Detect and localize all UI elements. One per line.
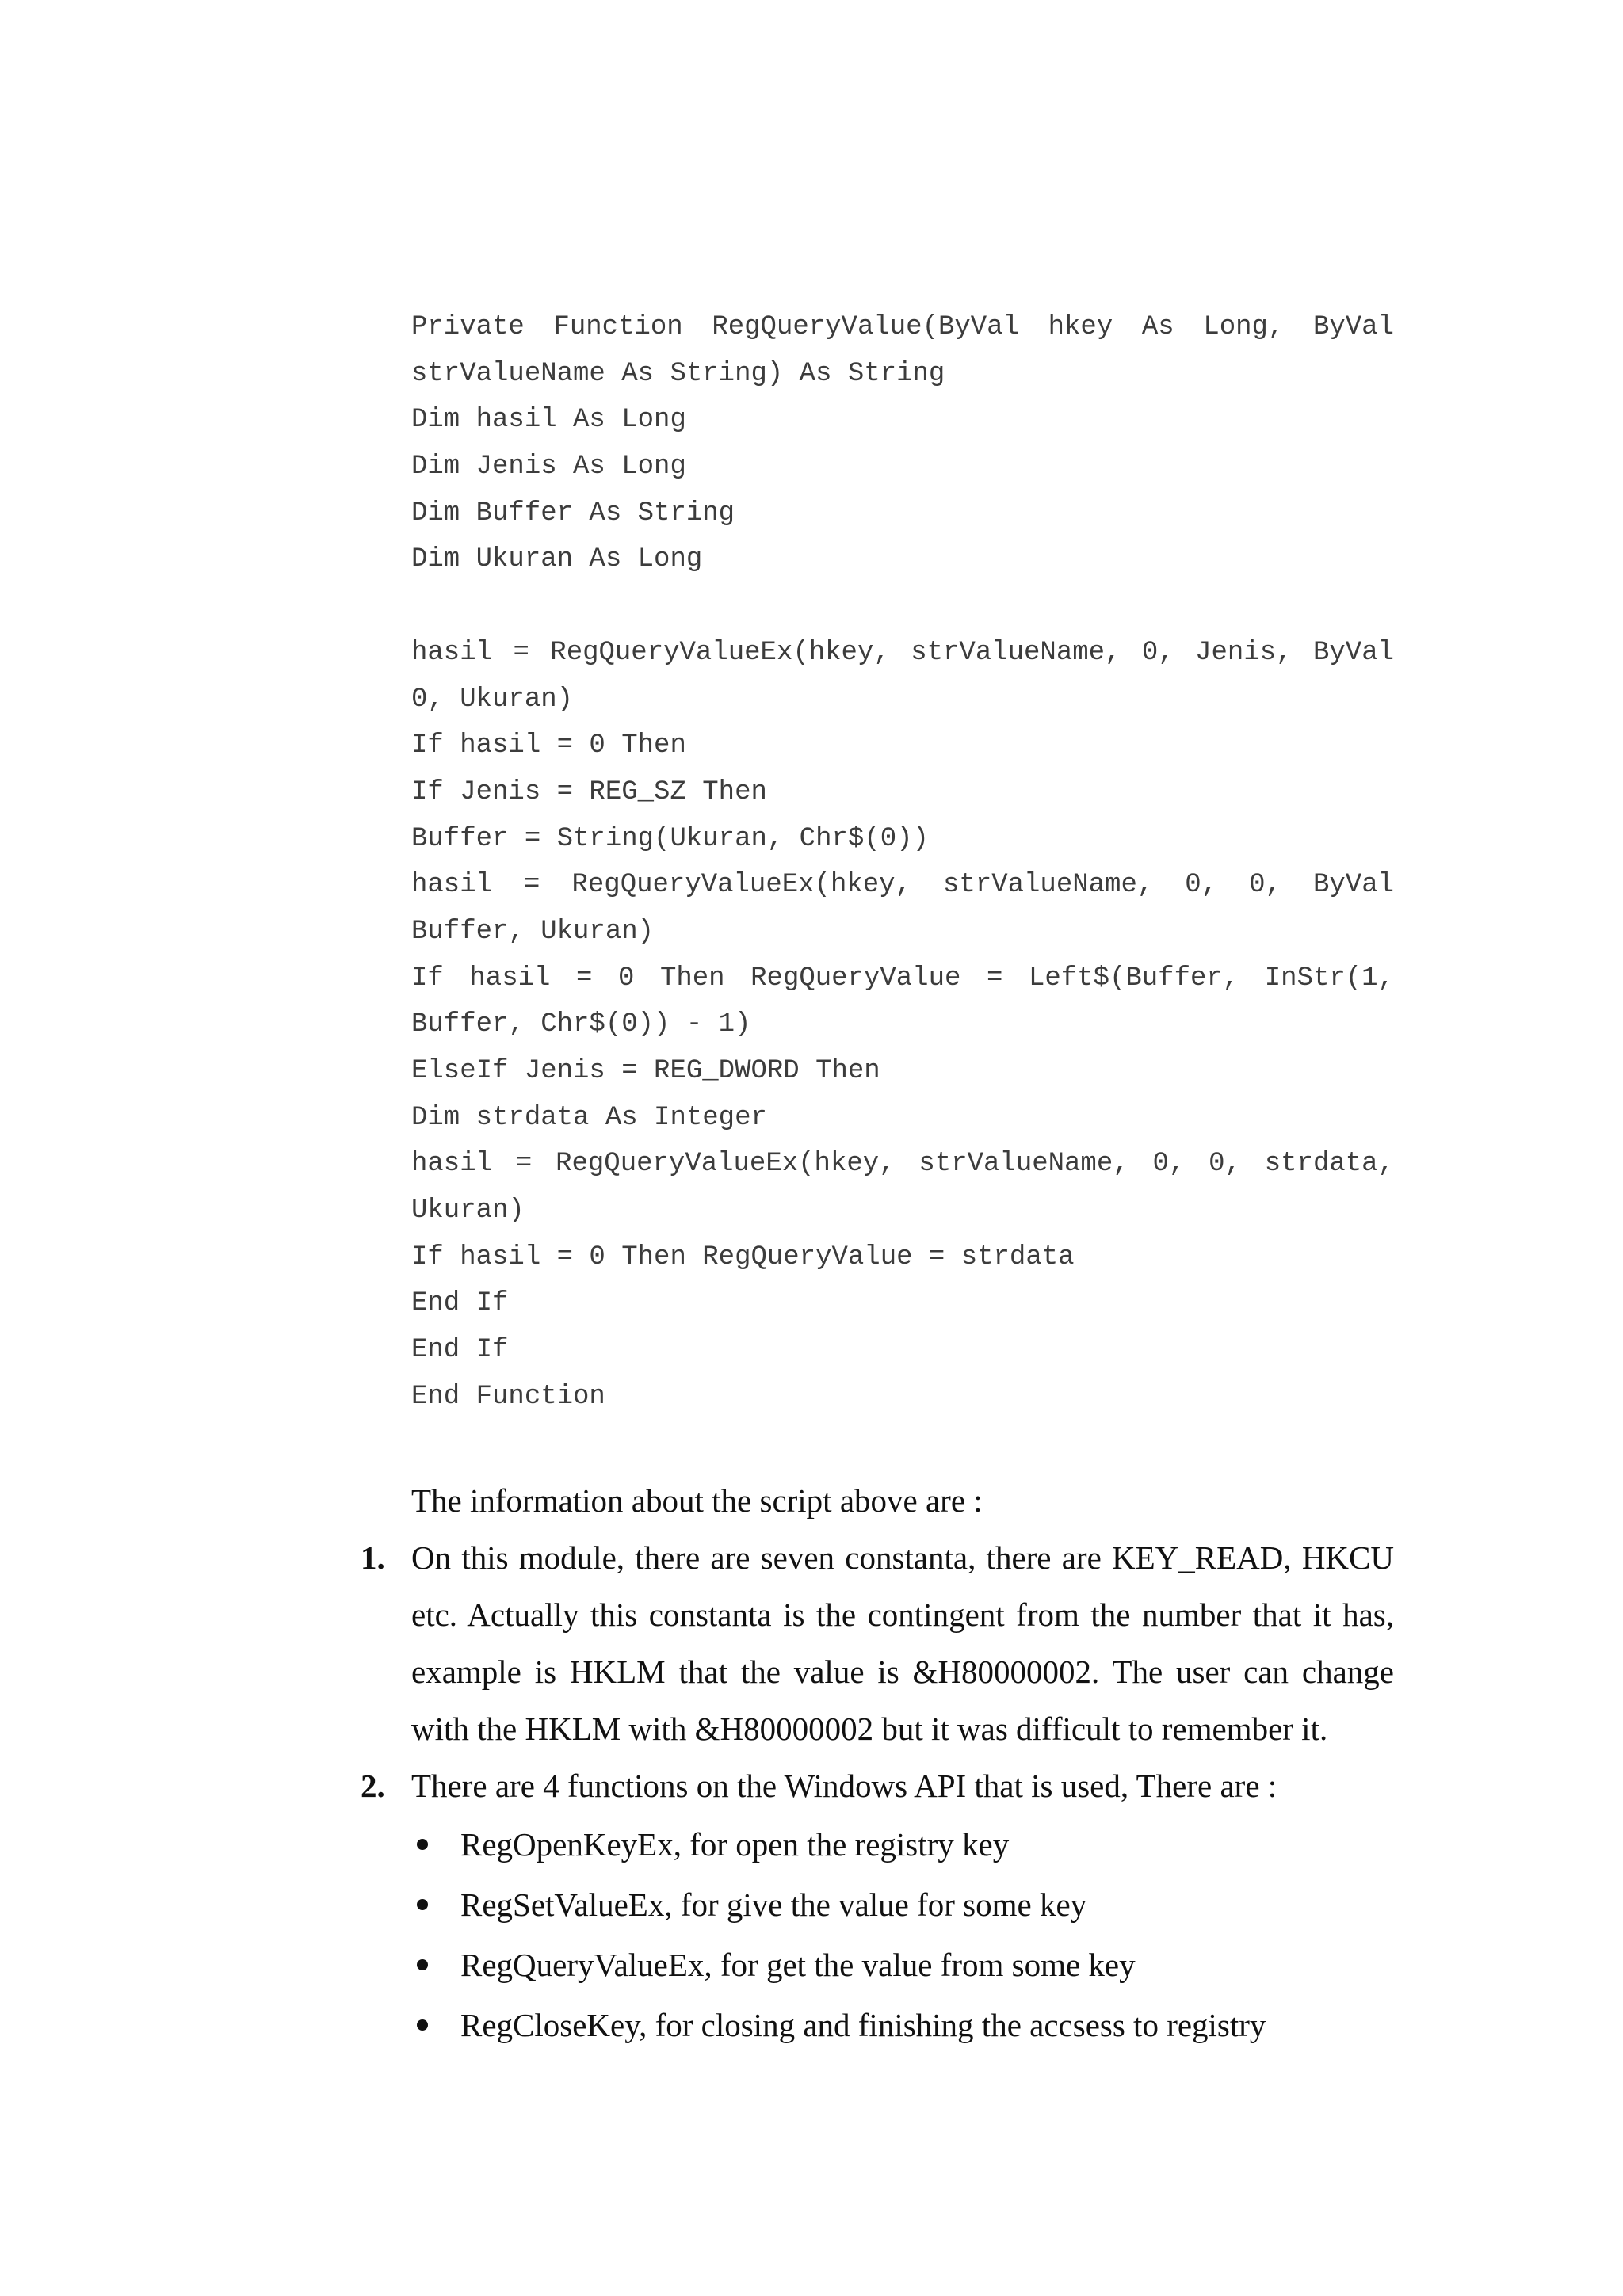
code-line: If hasil = 0 Then RegQueryValue = Left$(Buffer, InStr(1,	[411, 963, 1394, 994]
code-line: Dim strdata As Integer	[411, 1102, 767, 1133]
code-line: Ukuran)	[411, 1196, 525, 1226]
bullet-icon	[417, 1839, 428, 1850]
bullet-item	[361, 1995, 1394, 2055]
code-line: Buffer, Chr$(0)) - 1)	[411, 1009, 751, 1040]
code-line: End If	[411, 1335, 509, 1366]
bullet-item	[361, 1935, 1394, 1995]
bullet-text: RegQueryValueEx, for get the value from some key	[460, 1947, 1136, 1983]
bullet-icon	[417, 2019, 428, 2031]
code-line: hasil = RegQueryValueEx(hkey, strValueName, 0, 0, ByVal	[411, 870, 1394, 901]
code-line: If hasil = 0 Then	[411, 730, 686, 761]
code-line: If hasil = 0 Then RegQueryValue = strdata	[411, 1241, 1075, 1272]
bullet-text: RegOpenKeyEx, for open the registry key	[460, 1826, 1010, 1863]
code-line: ElseIf Jenis = REG_DWORD Then	[411, 1056, 880, 1086]
code-line: Dim hasil As Long	[411, 405, 686, 436]
bullet-item	[361, 1814, 1394, 1875]
numbered-item-1	[361, 1529, 1394, 1757]
code-line: strValueName As String) As String	[411, 358, 945, 389]
code-line: 0, Ukuran)	[411, 684, 574, 715]
code-line: End Function	[411, 1381, 605, 1412]
code-line: Dim Buffer As String	[411, 498, 735, 528]
bullet-text: RegSetValueEx, for give the value for some key	[460, 1886, 1087, 1923]
code-blank-line	[411, 583, 1394, 630]
intro-paragraph: The information about the script above are :	[411, 1482, 983, 1519]
numbered-item-2	[361, 1757, 1394, 1814]
code-line: Dim Jenis As Long	[411, 452, 686, 482]
bullet-icon	[417, 1899, 428, 1910]
function-bullet-list	[361, 1814, 1394, 2055]
code-line: End If	[411, 1288, 509, 1319]
code-block	[411, 304, 1394, 1421]
code-line: Buffer = String(Ukuran, Chr$(0))	[411, 823, 929, 854]
code-line: If Jenis = REG_SZ Then	[411, 776, 767, 807]
bullet-icon	[417, 1959, 428, 1970]
item-text: There are 4 functions on the Windows API that is used, There are :	[411, 1768, 1277, 1804]
code-line: Dim Ukuran As Long	[411, 544, 703, 575]
code-line: hasil = RegQueryValueEx(hkey, strValueName, 0, Jenis, ByVal	[411, 637, 1394, 668]
bullet-text: RegCloseKey, for closing and finishing the accsess to registry	[460, 2007, 1266, 2043]
code-line: Private Function RegQueryValue(ByVal hkey As Long, ByVal	[411, 312, 1394, 342]
code-line: hasil = RegQueryValueEx(hkey, strValueName, 0, 0, strdata,	[411, 1149, 1394, 1180]
item-number: 1.	[361, 1539, 385, 1576]
code-line: Buffer, Ukuran)	[411, 916, 655, 947]
explanation-section	[361, 1472, 1394, 2055]
bullet-item	[361, 1875, 1394, 1935]
item-text: On this module, there are seven constanta, there are KEY_READ, HKCU etc. Actually this constanta is the contingent from the number that it has, example is HKLM that the value is &H80000002. The user can change with the HKLM with &H80000002 but it was difficult to remember it.	[411, 1539, 1394, 1747]
item-number: 2.	[361, 1768, 385, 1804]
